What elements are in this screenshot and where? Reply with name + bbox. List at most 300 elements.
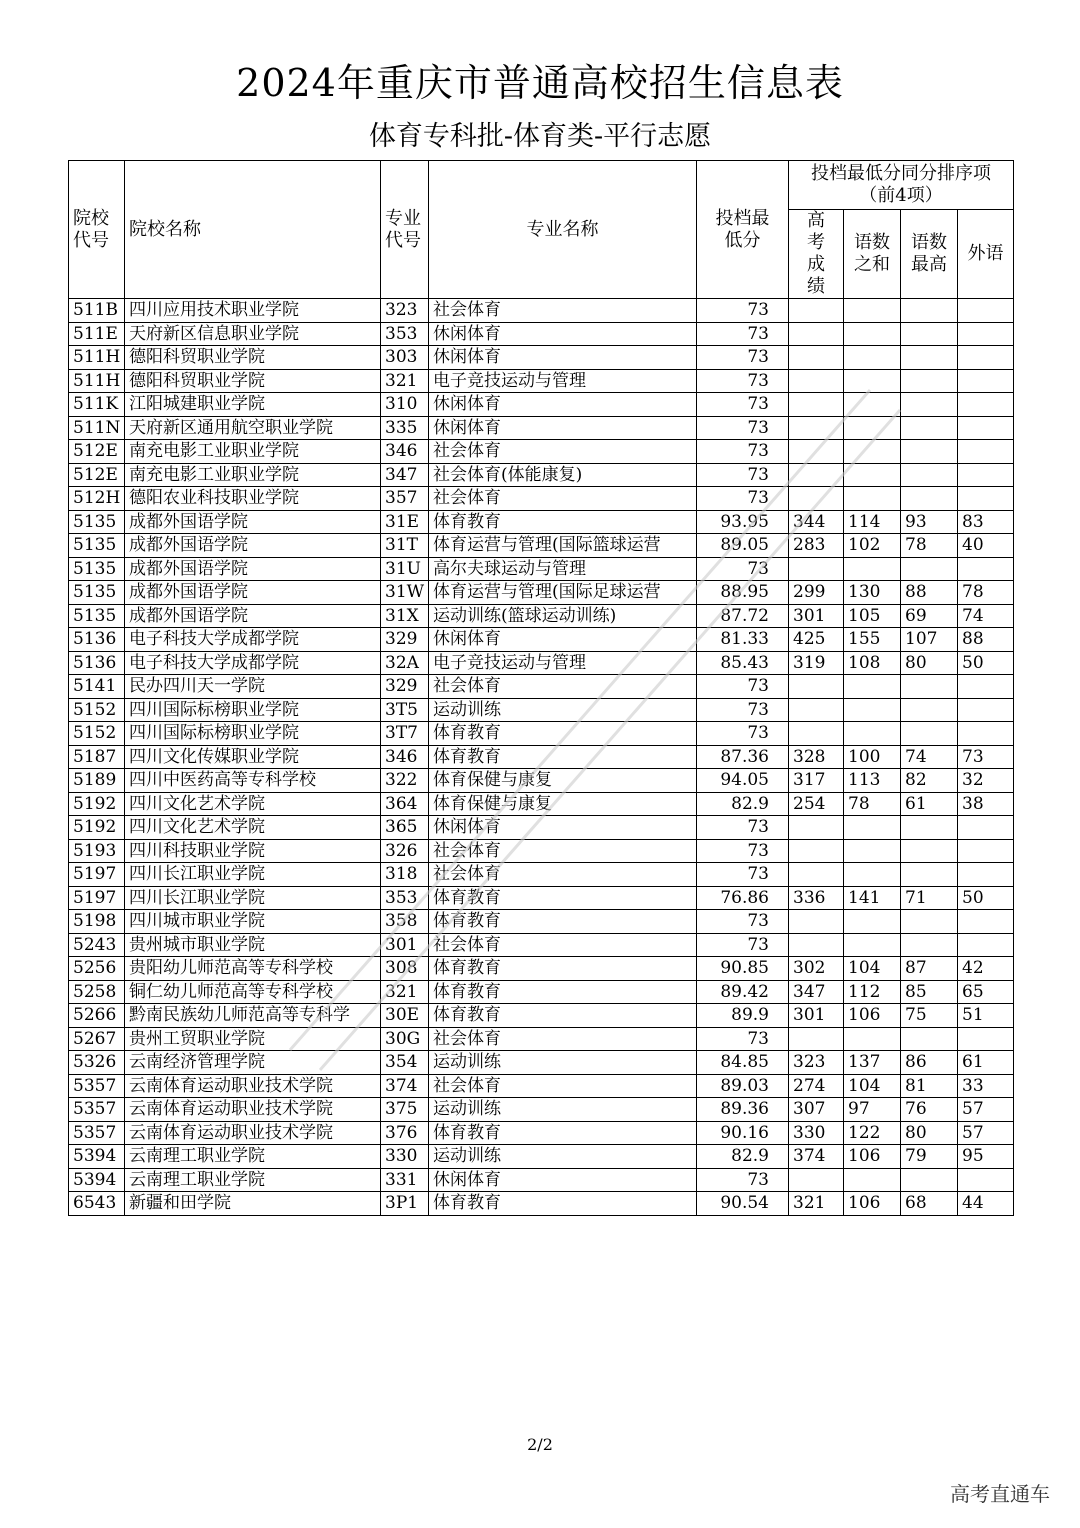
cell-foreign <box>958 1168 1014 1192</box>
cell-yushu-sum: 113 <box>844 769 901 793</box>
cell-yushu-sum: 97 <box>844 1098 901 1122</box>
cell-foreign: 78 <box>958 581 1014 605</box>
cell-min-score: 85.43 <box>697 651 789 675</box>
cell-foreign: 42 <box>958 957 1014 981</box>
cell-foreign <box>958 299 1014 323</box>
cell-major-name: 休闲体育 <box>429 816 697 840</box>
cell-school-code: 5189 <box>69 769 125 793</box>
cell-school-code: 5135 <box>69 557 125 581</box>
cell-major-code: 353 <box>381 322 429 346</box>
cell-school-name: 四川文化艺术学院 <box>125 816 381 840</box>
cell-gaokao: 301 <box>789 1004 844 1028</box>
header-school-code: 院校代号 <box>69 161 125 299</box>
table-row <box>69 886 1014 910</box>
cell-school-name: 江阳城建职业学院 <box>125 393 381 417</box>
cell-min-score: 73 <box>697 369 789 393</box>
table-row <box>69 1027 1014 1051</box>
table-row <box>69 393 1014 417</box>
cell-gaokao: 274 <box>789 1074 844 1098</box>
cell-foreign <box>958 369 1014 393</box>
cell-foreign: 38 <box>958 792 1014 816</box>
cell-major-code: 364 <box>381 792 429 816</box>
cell-yushu-max <box>901 722 958 746</box>
cell-foreign: 61 <box>958 1051 1014 1075</box>
cell-foreign: 74 <box>958 604 1014 628</box>
cell-major-name: 休闲体育 <box>429 393 697 417</box>
table-row <box>69 816 1014 840</box>
cell-gaokao <box>789 863 844 887</box>
cell-gaokao <box>789 463 844 487</box>
cell-school-name: 成都外国语学院 <box>125 604 381 628</box>
table-row <box>69 745 1014 769</box>
cell-yushu-max <box>901 346 958 370</box>
cell-min-score: 90.54 <box>697 1192 789 1216</box>
cell-school-name: 四川长江职业学院 <box>125 886 381 910</box>
cell-yushu-max: 82 <box>901 769 958 793</box>
cell-min-score: 89.05 <box>697 534 789 558</box>
cell-yushu-max: 69 <box>901 604 958 628</box>
cell-major-name: 社会体育 <box>429 299 697 323</box>
table-row <box>69 1121 1014 1145</box>
table-row <box>69 1051 1014 1075</box>
cell-yushu-max <box>901 299 958 323</box>
cell-gaokao <box>789 322 844 346</box>
cell-yushu-sum <box>844 393 901 417</box>
cell-yushu-max: 93 <box>901 510 958 534</box>
cell-school-code: 5135 <box>69 534 125 558</box>
cell-foreign <box>958 816 1014 840</box>
cell-min-score: 73 <box>697 933 789 957</box>
cell-min-score: 73 <box>697 675 789 699</box>
cell-foreign <box>958 393 1014 417</box>
cell-gaokao: 425 <box>789 628 844 652</box>
cell-yushu-max <box>901 675 958 699</box>
table-body <box>69 299 1014 1216</box>
cell-yushu-max <box>901 463 958 487</box>
cell-school-name: 天府新区通用航空职业学院 <box>125 416 381 440</box>
cell-yushu-sum <box>844 369 901 393</box>
cell-school-name: 民办四川天一学院 <box>125 675 381 699</box>
cell-school-code: 5326 <box>69 1051 125 1075</box>
cell-school-code: 511K <box>69 393 125 417</box>
cell-foreign <box>958 839 1014 863</box>
cell-foreign: 40 <box>958 534 1014 558</box>
cell-school-code: 5394 <box>69 1145 125 1169</box>
cell-school-code: 5192 <box>69 792 125 816</box>
cell-major-code: 326 <box>381 839 429 863</box>
cell-foreign: 50 <box>958 651 1014 675</box>
cell-min-score: 73 <box>697 816 789 840</box>
cell-gaokao: 307 <box>789 1098 844 1122</box>
cell-min-score: 82.9 <box>697 1145 789 1169</box>
cell-yushu-max <box>901 557 958 581</box>
cell-foreign <box>958 346 1014 370</box>
cell-school-name: 南充电影工业职业学院 <box>125 440 381 464</box>
page-subtitle: 体育专科批-体育类-平行志愿 <box>368 121 712 152</box>
cell-foreign <box>958 440 1014 464</box>
cell-yushu-sum <box>844 557 901 581</box>
table-row <box>69 581 1014 605</box>
cell-yushu-max: 87 <box>901 957 958 981</box>
cell-school-name: 云南体育运动职业技术学院 <box>125 1121 381 1145</box>
cell-yushu-sum: 102 <box>844 534 901 558</box>
cell-min-score: 94.05 <box>697 769 789 793</box>
cell-yushu-max <box>901 416 958 440</box>
cell-major-name: 社会体育 <box>429 933 697 957</box>
cell-min-score: 76.86 <box>697 886 789 910</box>
cell-major-name: 休闲体育 <box>429 628 697 652</box>
cell-school-name: 德阳农业科技职业学院 <box>125 487 381 511</box>
table-row <box>69 487 1014 511</box>
cell-major-code: 335 <box>381 416 429 440</box>
cell-major-name: 运动训练 <box>429 1098 697 1122</box>
cell-yushu-max <box>901 839 958 863</box>
cell-major-code: 329 <box>381 675 429 699</box>
cell-gaokao: 347 <box>789 980 844 1004</box>
cell-major-name: 社会体育 <box>429 1027 697 1051</box>
cell-school-code: 512E <box>69 463 125 487</box>
cell-major-code: 354 <box>381 1051 429 1075</box>
cell-gaokao <box>789 1168 844 1192</box>
cell-yushu-sum <box>844 416 901 440</box>
cell-major-code: 30E <box>381 1004 429 1028</box>
cell-min-score: 89.9 <box>697 1004 789 1028</box>
cell-yushu-sum: 106 <box>844 1145 901 1169</box>
cell-yushu-max: 78 <box>901 534 958 558</box>
cell-gaokao: 328 <box>789 745 844 769</box>
cell-min-score: 93.95 <box>697 510 789 534</box>
cell-yushu-sum <box>844 863 901 887</box>
cell-school-name: 成都外国语学院 <box>125 534 381 558</box>
cell-min-score: 73 <box>697 839 789 863</box>
cell-school-code: 512H <box>69 487 125 511</box>
table-row <box>69 839 1014 863</box>
cell-major-name: 休闲体育 <box>429 1168 697 1192</box>
cell-school-code: 511H <box>69 369 125 393</box>
cell-min-score: 82.9 <box>697 792 789 816</box>
cell-school-code: 511N <box>69 416 125 440</box>
cell-yushu-max <box>901 1168 958 1192</box>
cell-min-score: 73 <box>697 863 789 887</box>
cell-gaokao: 301 <box>789 604 844 628</box>
cell-school-code: 5135 <box>69 604 125 628</box>
cell-school-name: 四川中医药高等专科学校 <box>125 769 381 793</box>
cell-major-code: 32A <box>381 651 429 675</box>
table-row <box>69 980 1014 1004</box>
cell-major-code: 31W <box>381 581 429 605</box>
cell-gaokao <box>789 346 844 370</box>
cell-foreign: 95 <box>958 1145 1014 1169</box>
cell-major-name: 高尔夫球运动与管理 <box>429 557 697 581</box>
cell-school-name: 铜仁幼儿师范高等专科学校 <box>125 980 381 1004</box>
cell-min-score: 73 <box>697 416 789 440</box>
cell-school-name: 四川科技职业学院 <box>125 839 381 863</box>
cell-major-code: 3T7 <box>381 722 429 746</box>
cell-yushu-sum: 100 <box>844 745 901 769</box>
cell-min-score: 90.16 <box>697 1121 789 1145</box>
cell-school-code: 5135 <box>69 510 125 534</box>
cell-major-code: 365 <box>381 816 429 840</box>
cell-school-code: 5266 <box>69 1004 125 1028</box>
table-row <box>69 557 1014 581</box>
cell-yushu-max: 81 <box>901 1074 958 1098</box>
cell-foreign: 83 <box>958 510 1014 534</box>
cell-gaokao: 299 <box>789 581 844 605</box>
cell-yushu-max: 85 <box>901 980 958 1004</box>
cell-major-code: 331 <box>381 1168 429 1192</box>
cell-school-code: 5357 <box>69 1098 125 1122</box>
cell-yushu-max <box>901 322 958 346</box>
cell-school-code: 5357 <box>69 1074 125 1098</box>
table-row <box>69 769 1014 793</box>
cell-yushu-sum <box>844 346 901 370</box>
cell-major-name: 休闲体育 <box>429 416 697 440</box>
cell-school-name: 黔南民族幼儿师范高等专科学 <box>125 1004 381 1028</box>
cell-foreign <box>958 675 1014 699</box>
table-row <box>69 722 1014 746</box>
cell-gaokao <box>789 933 844 957</box>
cell-foreign: 32 <box>958 769 1014 793</box>
cell-min-score: 87.72 <box>697 604 789 628</box>
cell-min-score: 87.36 <box>697 745 789 769</box>
cell-yushu-max <box>901 393 958 417</box>
header-major-name: 专业名称 <box>429 161 697 299</box>
cell-foreign: 51 <box>958 1004 1014 1028</box>
cell-yushu-sum: 105 <box>844 604 901 628</box>
table-row <box>69 369 1014 393</box>
cell-foreign: 44 <box>958 1192 1014 1216</box>
cell-gaokao <box>789 722 844 746</box>
cell-school-code: 5193 <box>69 839 125 863</box>
cell-yushu-sum: 130 <box>844 581 901 605</box>
cell-gaokao: 344 <box>789 510 844 534</box>
cell-school-name: 德阳科贸职业学院 <box>125 346 381 370</box>
header-yushu-max: 语数最高 <box>901 210 958 299</box>
table-row <box>69 534 1014 558</box>
cell-yushu-sum: 141 <box>844 886 901 910</box>
cell-school-code: 511E <box>69 322 125 346</box>
cell-school-name: 四川应用技术职业学院 <box>125 299 381 323</box>
cell-yushu-sum: 114 <box>844 510 901 534</box>
cell-major-name: 体育教育 <box>429 957 697 981</box>
cell-major-code: 358 <box>381 910 429 934</box>
cell-school-name: 德阳科贸职业学院 <box>125 369 381 393</box>
table-row <box>69 322 1014 346</box>
cell-gaokao <box>789 440 844 464</box>
cell-yushu-sum: 108 <box>844 651 901 675</box>
cell-yushu-max: 88 <box>901 581 958 605</box>
cell-school-code: 5357 <box>69 1121 125 1145</box>
cell-yushu-max: 79 <box>901 1145 958 1169</box>
table-row <box>69 1168 1014 1192</box>
cell-major-name: 体育教育 <box>429 745 697 769</box>
cell-min-score: 73 <box>697 722 789 746</box>
cell-yushu-max <box>901 910 958 934</box>
header-tiebreak-group: 投档最低分同分排序项（前4项） <box>789 161 1014 210</box>
cell-min-score: 73 <box>697 463 789 487</box>
cell-school-name: 成都外国语学院 <box>125 510 381 534</box>
cell-major-code: 323 <box>381 299 429 323</box>
cell-school-code: 5136 <box>69 628 125 652</box>
header-gaokao: 高考成绩 <box>789 210 844 299</box>
table-row <box>69 698 1014 722</box>
cell-foreign <box>958 557 1014 581</box>
cell-gaokao: 336 <box>789 886 844 910</box>
cell-gaokao: 317 <box>789 769 844 793</box>
cell-min-score: 89.03 <box>697 1074 789 1098</box>
cell-school-code: 5197 <box>69 863 125 887</box>
cell-gaokao <box>789 369 844 393</box>
cell-yushu-max: 80 <box>901 1121 958 1145</box>
cell-yushu-sum: 155 <box>844 628 901 652</box>
cell-school-name: 云南经济管理学院 <box>125 1051 381 1075</box>
cell-school-code: 5136 <box>69 651 125 675</box>
table-row <box>69 510 1014 534</box>
cell-foreign <box>958 863 1014 887</box>
page-number: 2/2 <box>527 1435 553 1454</box>
cell-major-code: 31U <box>381 557 429 581</box>
cell-school-name: 南充电影工业职业学院 <box>125 463 381 487</box>
cell-foreign <box>958 1027 1014 1051</box>
cell-school-code: 5198 <box>69 910 125 934</box>
cell-school-code: 5258 <box>69 980 125 1004</box>
cell-school-name: 四川城市职业学院 <box>125 910 381 934</box>
cell-foreign <box>958 322 1014 346</box>
cell-gaokao <box>789 416 844 440</box>
cell-foreign <box>958 463 1014 487</box>
table-row <box>69 416 1014 440</box>
cell-school-code: 5141 <box>69 675 125 699</box>
cell-yushu-sum <box>844 675 901 699</box>
cell-school-name: 四川文化艺术学院 <box>125 792 381 816</box>
cell-gaokao <box>789 910 844 934</box>
cell-yushu-max: 71 <box>901 886 958 910</box>
cell-min-score: 73 <box>697 322 789 346</box>
cell-yushu-sum <box>844 487 901 511</box>
cell-school-name: 贵阳幼儿师范高等专科学校 <box>125 957 381 981</box>
cell-major-code: 3P1 <box>381 1192 429 1216</box>
table-row <box>69 863 1014 887</box>
cell-yushu-max: 68 <box>901 1192 958 1216</box>
cell-school-code: 5394 <box>69 1168 125 1192</box>
cell-major-code: 357 <box>381 487 429 511</box>
cell-gaokao <box>789 1027 844 1051</box>
cell-school-code: 5197 <box>69 886 125 910</box>
cell-school-code: 511B <box>69 299 125 323</box>
cell-school-name: 四川长江职业学院 <box>125 863 381 887</box>
cell-gaokao <box>789 816 844 840</box>
cell-school-code: 512E <box>69 440 125 464</box>
cell-yushu-sum: 137 <box>844 1051 901 1075</box>
cell-min-score: 89.42 <box>697 980 789 1004</box>
cell-yushu-max: 80 <box>901 651 958 675</box>
cell-min-score: 73 <box>697 346 789 370</box>
table-row <box>69 792 1014 816</box>
cell-major-name: 体育教育 <box>429 1004 697 1028</box>
cell-yushu-sum <box>844 910 901 934</box>
cell-foreign: 57 <box>958 1098 1014 1122</box>
cell-foreign: 50 <box>958 886 1014 910</box>
cell-major-name: 社会体育(体能康复) <box>429 463 697 487</box>
cell-major-code: 322 <box>381 769 429 793</box>
cell-foreign: 65 <box>958 980 1014 1004</box>
cell-yushu-sum: 106 <box>844 1192 901 1216</box>
cell-school-name: 云南理工职业学院 <box>125 1168 381 1192</box>
cell-yushu-max <box>901 369 958 393</box>
cell-gaokao <box>789 698 844 722</box>
cell-school-code: 5152 <box>69 698 125 722</box>
cell-major-code: 321 <box>381 369 429 393</box>
cell-yushu-sum <box>844 322 901 346</box>
cell-major-code: 310 <box>381 393 429 417</box>
cell-yushu-sum <box>844 722 901 746</box>
cell-yushu-max: 76 <box>901 1098 958 1122</box>
cell-major-name: 体育保健与康复 <box>429 792 697 816</box>
table-row <box>69 346 1014 370</box>
cell-yushu-sum: 112 <box>844 980 901 1004</box>
cell-min-score: 81.33 <box>697 628 789 652</box>
cell-gaokao: 323 <box>789 1051 844 1075</box>
table-row <box>69 957 1014 981</box>
cell-major-name: 体育运营与管理(国际足球运营 <box>429 581 697 605</box>
cell-min-score: 84.85 <box>697 1051 789 1075</box>
cell-major-code: 346 <box>381 440 429 464</box>
cell-school-name: 贵州城市职业学院 <box>125 933 381 957</box>
table-row <box>69 628 1014 652</box>
cell-school-code: 6543 <box>69 1192 125 1216</box>
cell-major-code: 301 <box>381 933 429 957</box>
admission-table <box>68 160 1014 1216</box>
cell-foreign: 88 <box>958 628 1014 652</box>
cell-major-code: 308 <box>381 957 429 981</box>
cell-gaokao <box>789 393 844 417</box>
cell-yushu-max: 61 <box>901 792 958 816</box>
cell-gaokao: 321 <box>789 1192 844 1216</box>
cell-school-name: 四川国际标榜职业学院 <box>125 698 381 722</box>
table-row <box>69 1192 1014 1216</box>
cell-major-name: 社会体育 <box>429 1074 697 1098</box>
cell-major-code: 318 <box>381 863 429 887</box>
cell-school-code: 511H <box>69 346 125 370</box>
cell-foreign: 33 <box>958 1074 1014 1098</box>
cell-yushu-max: 107 <box>901 628 958 652</box>
table-row <box>69 651 1014 675</box>
cell-major-name: 运动训练 <box>429 698 697 722</box>
table-row <box>69 1145 1014 1169</box>
table-row <box>69 604 1014 628</box>
cell-major-name: 运动训练(篮球运动训练) <box>429 604 697 628</box>
header-min-score: 投档最低分 <box>697 161 789 299</box>
cell-yushu-sum: 122 <box>844 1121 901 1145</box>
cell-min-score: 73 <box>697 440 789 464</box>
cell-foreign <box>958 487 1014 511</box>
cell-foreign <box>958 910 1014 934</box>
cell-yushu-max <box>901 440 958 464</box>
cell-yushu-sum <box>844 440 901 464</box>
cell-yushu-sum <box>844 1027 901 1051</box>
cell-major-code: 329 <box>381 628 429 652</box>
cell-min-score: 73 <box>697 698 789 722</box>
table-row <box>69 675 1014 699</box>
cell-yushu-max: 74 <box>901 745 958 769</box>
cell-school-name: 成都外国语学院 <box>125 557 381 581</box>
cell-yushu-sum <box>844 816 901 840</box>
cell-foreign <box>958 416 1014 440</box>
cell-major-name: 电子竞技运动与管理 <box>429 651 697 675</box>
cell-school-name: 天府新区信息职业学院 <box>125 322 381 346</box>
cell-major-code: 31X <box>381 604 429 628</box>
cell-yushu-sum <box>844 299 901 323</box>
